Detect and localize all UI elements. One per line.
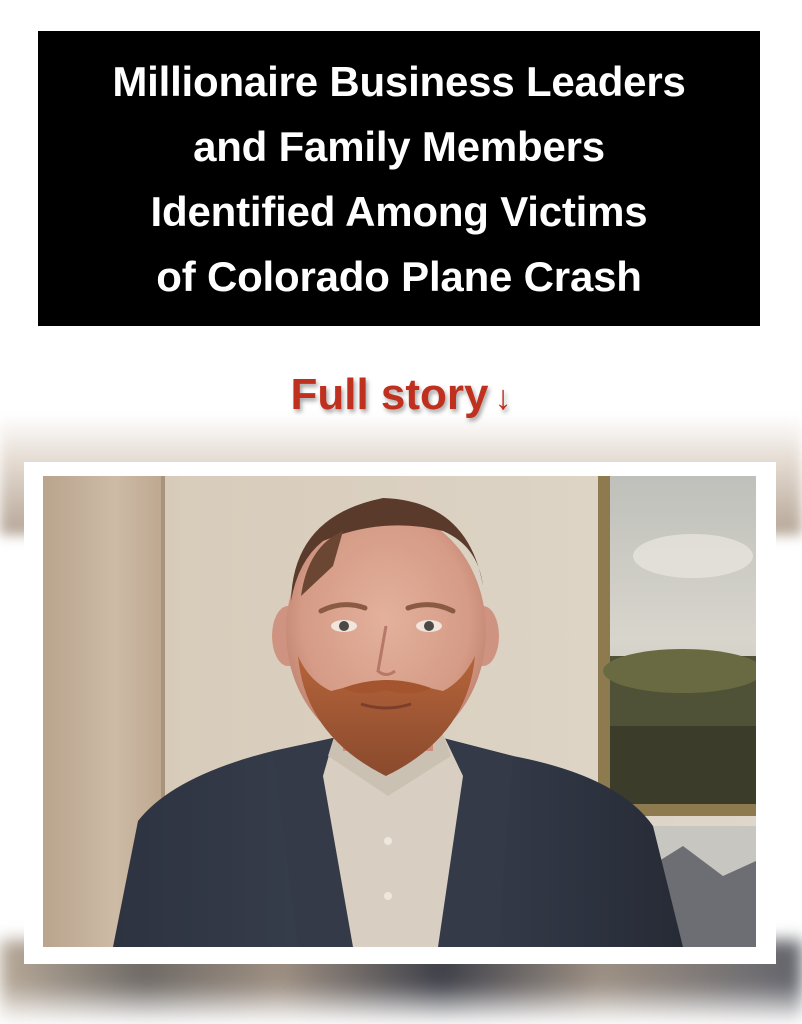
portrait-illustration bbox=[43, 476, 756, 947]
full-story-link[interactable] bbox=[0, 362, 802, 431]
headline-box bbox=[38, 31, 760, 326]
headline-line-3: Identified Among Victims bbox=[150, 187, 648, 235]
down-arrow-icon: ↓ bbox=[494, 379, 512, 417]
full-story-label: Full story bbox=[290, 370, 489, 419]
headline-line-4: of Colorado Plane Crash bbox=[156, 252, 642, 300]
headline-line-2: and Family Members bbox=[193, 122, 605, 170]
portrait-photo bbox=[43, 476, 756, 947]
headline-line-1: Millionaire Business Leaders bbox=[112, 57, 686, 105]
